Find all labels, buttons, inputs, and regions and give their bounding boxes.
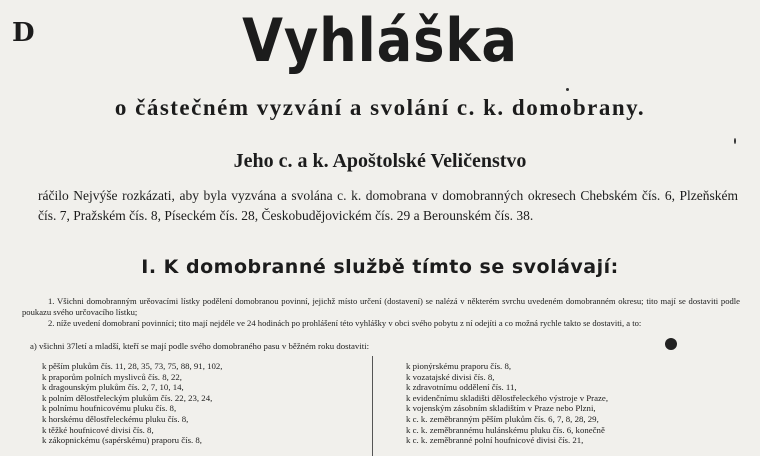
- paragraph-2: 2. níže uvedení domobraní povinníci; tito mají nejdéle ve 24 hodinách po prohlášení této vyhlášky v obci svého pobytu z ní odejíti a co možná rychle takto se dostaviti, a to:: [48, 318, 642, 328]
- subpoint-a: a) všichni 37letí a mladší, kteří se mají podle svého domobraného pasu v běžném roku dostaviti:: [30, 341, 370, 351]
- list-item: k vojenským zásobním skladištím v Praze nebo Plzni,: [406, 403, 596, 414]
- page-title: Vyhláška: [242, 6, 518, 76]
- right-unit-list: [406, 361, 608, 446]
- list-item: k polnímu houfnicovému pluku čís. 8,: [42, 403, 177, 414]
- list-item: k evidenčnímu skladišti dělostřeleckého výstroje v Praze,: [406, 392, 609, 403]
- section-heading: I. K domobranné službě tímto se svolávají:: [141, 256, 619, 278]
- list-item: k zdravotnímu oddělení čís. 11,: [406, 382, 517, 393]
- ink-speck: [566, 88, 569, 91]
- corner-mark: D: [12, 18, 35, 48]
- left-unit-list: [42, 361, 223, 446]
- list-item: k praporům polních myslivců čís. 8, 22,: [42, 371, 182, 382]
- list-item: k c. k. zeměbranným pěším plukům čís. 6, 7, 8, 28, 29,: [406, 413, 599, 424]
- list-item: k vozatajské divisi čís. 8,: [406, 371, 495, 382]
- list-item: k polním dělostřeleckým plukům čís. 22, 23, 24,: [42, 392, 213, 403]
- subtitle: o částečném vyzvání a svolání c. k. domobrany.: [114, 95, 646, 120]
- column-divider: [372, 356, 373, 456]
- ink-speck: [734, 138, 736, 144]
- list-item: k pionýrskému praporu čís. 8,: [406, 361, 512, 371]
- list-item: k zákopnickému (sapérskému) praporu čís. 8,: [42, 435, 203, 446]
- intro-paragraph: ráčilo Nejvýše rozkázati, aby byla vyzvána a svolána c. k. domobrana v domobranných okresech Chebském čís. 6, Plzeňském čís. 7, Pražském čís. 8, Píseckém čís. 28, Českobudějovickém čís. 29 a Berounském čís. 38.: [38, 188, 738, 223]
- paragraph-1: 1. Všichni domobranným urěovacími lístky podělení domobranou povinní, jejichž místo určení (dostavení) se nalézá v některém svrchu uvedeném domobranném okresu; tito mají se dostaviti podle poukazu svého určovacího lístku;: [22, 296, 740, 317]
- list-item: k pěším plukům čís. 11, 28, 35, 73, 75, 88, 91, 102,: [42, 361, 223, 371]
- list-item: k horskému dělostřeleckému pluku čís. 8,: [42, 413, 189, 424]
- list-item: k těžké houfnicové divisi čís. 8,: [42, 424, 154, 435]
- list-item: k dragounským plukům čís. 2, 7, 10, 14,: [42, 382, 184, 393]
- list-item: k c. k. zeměbranné polní houfnicové divisi čís. 21,: [406, 435, 584, 446]
- majesty-heading: Jeho c. a k. Apoštolské Veličenstvo: [233, 150, 527, 172]
- list-item: k c. k. zeměbrannému hulánskému pluku čís. 6, konečně: [406, 424, 605, 435]
- ink-blot: [665, 338, 677, 350]
